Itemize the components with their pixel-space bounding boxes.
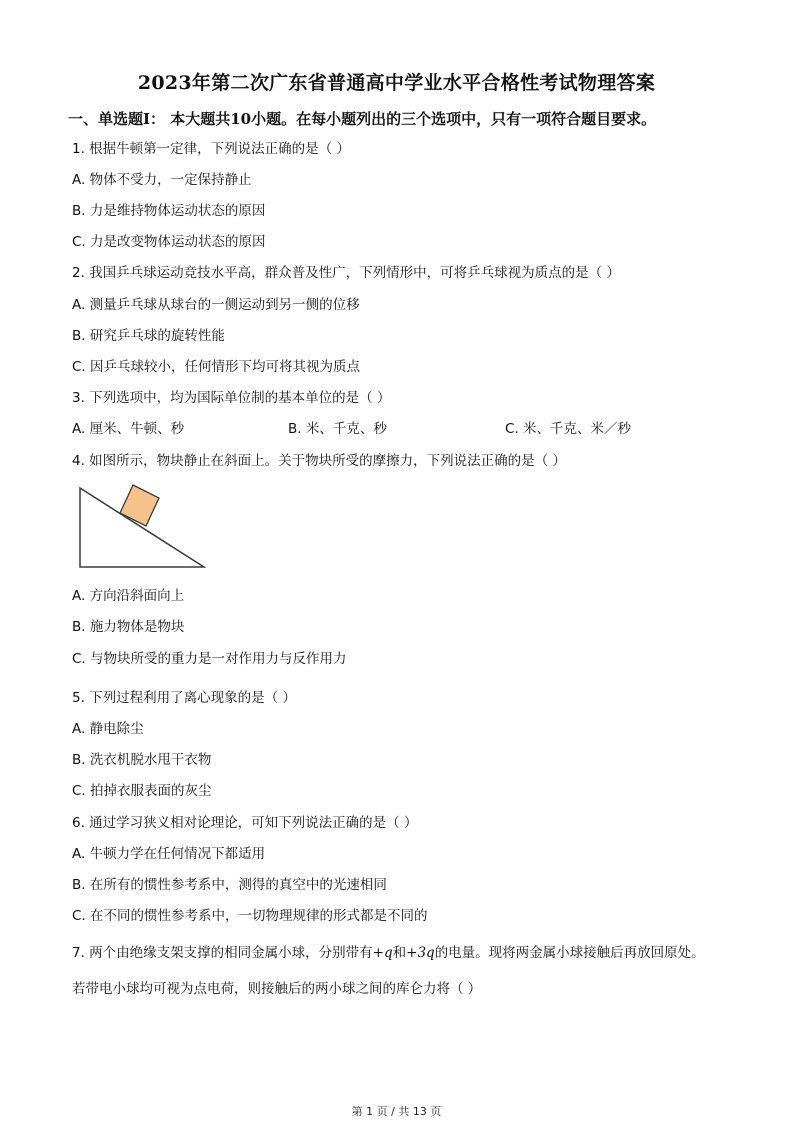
question-6-option-a: A. 牛顿力学在任何情况下都适用: [72, 846, 266, 862]
question-2-option-b: B. 研究乒乓球的旋转性能: [72, 328, 225, 344]
question-5-stem: 5. 下列过程利用了离心现象的是（ ）: [72, 690, 296, 706]
question-5-option-b: B. 洗衣机脱水甩干衣物: [72, 752, 212, 768]
question-6-option-c: C. 在不同的惯性参考系中，一切物理规律的形式都是不同的: [72, 908, 428, 924]
question-7-text-1: 7. 两个由绝缘支架支撑的相同金属小球，分别带有: [72, 945, 373, 961]
question-6-stem: 6. 通过学习狭义相对论理论，可知下列说法正确的是（ ）: [72, 815, 418, 831]
question-1-option-c: C. 力是改变物体运动状态的原因: [72, 234, 266, 250]
question-2-option-a: A. 测量乒乓球从球台的一侧运动到另一侧的位移: [72, 297, 360, 313]
charge-1: +q: [372, 945, 393, 961]
question-3-stem: 3. 下列选项中，均为国际单位制的基本单位的是（ ）: [72, 390, 391, 406]
question-7-text-2: 和: [392, 945, 407, 961]
question-7-stem-line-2: 若带电小球均可视为点电荷，则接触后的两小球之间的库仑力将（ ）: [72, 981, 482, 997]
question-4-option-b: B. 施力物体是物块: [72, 619, 185, 635]
question-4-option-c: C. 与物块所受的重力是一对作用力与反作用力: [72, 651, 347, 667]
question-4-stem: 4. 如图所示，物块静止在斜面上。关于物块所受的摩擦力，下列说法正确的是（ ）: [72, 453, 566, 469]
question-5-option-c: C. 拍掉衣服表面的灰尘: [72, 783, 212, 799]
question-3-option-c: C. 米、千克、米／秒: [505, 421, 632, 437]
question-3-option-a: A. 厘米、牛顿、秒: [72, 421, 185, 437]
page-footer: 第 1 页 / 共 13 页: [351, 1105, 442, 1118]
question-1-option-a: A. 物体不受力，一定保持静止: [72, 172, 252, 188]
document-title: 2023年第二次广东省普通高中学业水平合格性考试物理答案: [137, 72, 656, 94]
question-7-stem-line-1: [72, 944, 705, 962]
question-5-option-a: A. 静电除尘: [72, 721, 144, 737]
question-1-stem: 1. 根据牛顿第一定律，下列说法正确的是（ ）: [72, 141, 350, 157]
question-6-option-b: B. 在所有的惯性参考系中，测得的真空中的光速相同: [72, 877, 387, 893]
incline-block-figure: [76, 482, 208, 572]
question-4-option-a: A. 方向沿斜面向上: [72, 588, 185, 604]
question-3-option-b: B. 米、千克、秒: [288, 421, 387, 437]
charge-2: +3q: [406, 945, 435, 961]
section-heading: 一、单选题Ⅰ： 本大题共10小题。在每小题列出的三个选项中，只有一项符合题目要求。: [68, 110, 657, 128]
question-2-option-c: C. 因乒乓球较小，任何情形下均可将其视为质点: [72, 359, 361, 375]
question-1-option-b: B. 力是维持物体运动状态的原因: [72, 203, 266, 219]
question-7-text-3: 的电量。现将两金属小球接触后再放回原处。: [434, 945, 705, 961]
question-2-stem: 2. 我国乒乓球运动竞技水平高，群众普及性广，下列情形中，可将乒乓球视为质点的是（ ）: [72, 265, 620, 281]
block-square: [120, 485, 159, 526]
